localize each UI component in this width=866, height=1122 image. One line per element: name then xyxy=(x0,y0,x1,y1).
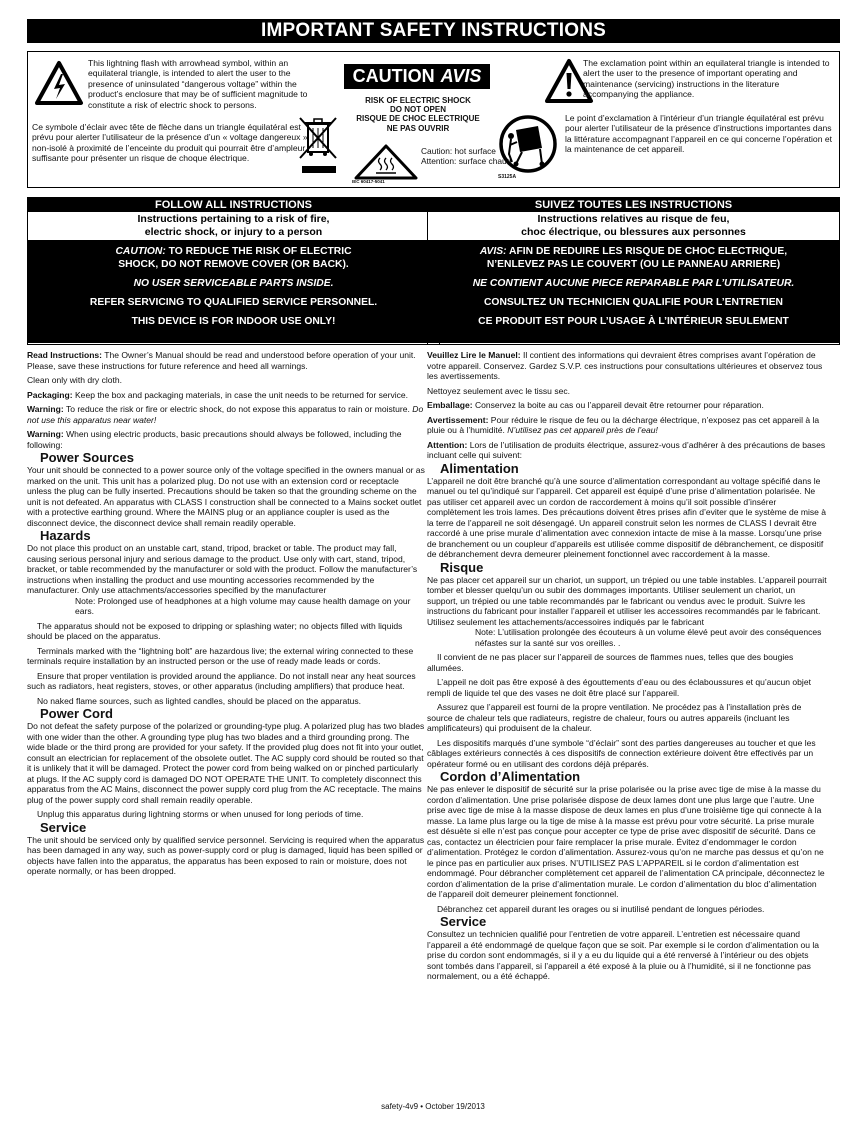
warning-precautions: Attention: Lors de l’utilisation de produits électrique, assurez-vous d’adhérer à des précautions de bases incluant celle qui suivent: xyxy=(427,439,826,460)
s-code-label: S3125A xyxy=(498,174,517,180)
warning-symbols-box xyxy=(27,51,840,188)
page-title: IMPORTANT SAFETY INSTRUCTIONS xyxy=(27,19,840,43)
box-heading: SUIVEZ TOUTES LES INSTRUCTIONS xyxy=(428,198,839,212)
instructions-box-en xyxy=(27,197,440,345)
section-text: Assurez que l’appareil est fourni de la propre ventilation. Ne procédez pas à l’installation près de source de chaleur tels que radiateurs, registre de chaleur, fours ou autres appareils (incluant les amplificateurs) qui produisent de la chaleur. xyxy=(427,702,802,733)
box-warning-text: CAUTION: TO REDUCE THE RISK OF ELECTRIC SHOCK, DO NOT REMOVE COVER (OR BACK). NO USER SERVICEABLE PARTS INSIDE. REFER SERVICING TO QUALIFIED SERVICE PERSONNEL. THIS DEVICE IS FOR INDOOR USE ONLY! xyxy=(28,240,439,343)
read-instructions: Veuillez Lire le Manuel: Il contient des informations qui devraient êtres comprises avant l’opération de votre appareil. Conservez. Gardez S.V.P. ces instructions pour consultations ultérieures et observez tous les avertissements. xyxy=(427,350,823,381)
exclamation-description-fr: Le point d’exclamation à l’intérieur d’un triangle équilatéral est prévu pour alerter l’utilisateur de la présence d’instructions importantes dans la littérature accompagnant l’appareil en ce qui concerne l’opération et la maintenance de cet appareil. xyxy=(565,113,833,155)
section-text: The apparatus should not be exposed to dripping or splashing water; no objects filled with liquids should be placed on the apparatus. xyxy=(27,620,403,641)
section-text: No naked flame sources, such as lighted candles, should be placed on the apparatus. xyxy=(37,695,362,706)
box-heading: FOLLOW ALL INSTRUCTIONS xyxy=(28,198,439,212)
section-heading: Service xyxy=(440,914,487,929)
warning-precautions: Warning: When using electric products, basic precautions should always be followed, including the following: xyxy=(27,429,402,450)
section-text: Do not place this product on an unstable cart, stand, tripod, bracket or table. The product may fall, causing serious personal injury and serious damage to the product. Use only with cart, stand, tripod, bracket, or table recommended by the manufacturer or sold with the product. Follow the manufacturer’s instructions when installing the product and use mounting accessories recommended by the manufacturer. Only use attachments/accessories specified by the manufacturer xyxy=(27,543,418,595)
caution-badge: CAUTION AVIS xyxy=(344,64,490,89)
warning-moisture: Warning: To reduce the risk or fire or electric shock, do not expose this apparatus to rain or moisture. Do not use this apparatus near water! xyxy=(27,404,424,425)
hot-surface-icon xyxy=(354,144,418,180)
section-text: Ne pas placer cet appareil sur un chariot, un support, un trépied ou une table instables. L’appareil pourrait tomber et blesser quelqu’un ou subir des dommages importants. Utiliser seulement un chariot, un support, un trépied ou une table recommandés par le fabricant ou vendus avec le produit. Suivre les instructions du fabricant pour installer l’appareil et utiliser les accessoires recommandés par le fabricant. Utilisez seulement les attachements/accessoires indiqués par le fabricant xyxy=(427,574,827,627)
cart-tipover-icon xyxy=(498,114,558,174)
page-footer: safety-4v9 • October 19/2013 xyxy=(381,1102,485,1111)
section-text: L’appeil ne doit pas être exposé à des égouttements d’eau ou des éclaboussures et qu’aucun objet rempli de liquide tel que des vases ne doit être placé sur l’appareil. xyxy=(427,677,811,698)
section-heading: Power Sources xyxy=(40,450,134,465)
section-heading: Power Cord xyxy=(40,706,113,721)
section-text: Your unit should be connected to a power source only of the voltage specified in the owners manual or as marked on the unit. This unit has a polarized plug. Do not use with an extension cord or receptacle unless the plug can be fully inserted. Precautions should be taken so that the grounding scheme on the unit is not defeated. An apparatus with CLASS I construction shall be connected to a Mains socket outlet with a protective earthing ground. Where the MAINS plug or an appliance coupler is used as the disconnect device, the disconnect device shall remain readily operable. xyxy=(27,465,425,528)
section-heading: Cordon d’Alimentation xyxy=(440,769,581,784)
instructions-box-fr xyxy=(427,197,840,345)
section-heading: Hazards xyxy=(40,528,91,543)
section-text: Terminals marked with the “lightning bolt” are hazardous live; the external wiring connected to these terminals require installation by an instructed person or the use of ready made leads or cords. xyxy=(27,645,414,666)
note-text: Note: Prolonged use of headphones at a high volume may cause health damage on your ears. xyxy=(75,595,411,616)
read-instructions: Read Instructions: The Owner’s Manual should be read and understood before operation of your unit. Please, save these instructions for future reference and heed all warnings. xyxy=(27,350,416,371)
box-warning-text: AVIS: AFIN DE REDUIRE LES RISQUE DE CHOC ELECTRIQUE, N’ENLEVEZ PAS LE COUVERT (OU LE PANNEAU ARRIERE) NE CONTIENT AUCUNE PIECE REPARABLE PAR L’UTILISATEUR. CONSULTEZ UN TECHNICIEN QUALIFIE POUR L’ENTRETIEN CE PRODUIT EST POUR L’USAGE À L’INTÉRIEUR SEULEMENT xyxy=(428,240,839,343)
section-text: Les dispositifs marqués d’une symbole “d’éclair” sont des parties dangereuses au toucher et que les câblages extérieurs connectés à ces dispositifs de connection extérieure doivent être effectivés par un opérateur formé ou en utilisant des cordons déjà préparés. xyxy=(427,737,816,769)
lightning-description-fr: Ce symbole d’éclair avec tête de flèche dans un triangle équilatéral est prévu pour alerter l’utilisateur de la présence d’un « voltage dangereux » non-isolé à proximité de l’enceinte du produit qui pourrait être d’ampleur suffisante pour présenter un risque de choque électrique. xyxy=(32,122,308,164)
section-text: Débranchez cet appareil durant les orages ou si inutilisé pendant de longues périodes. xyxy=(437,903,765,914)
packaging-instructions: Packaging: Keep the box and packaging materials, in case the unit needs to be returned for service. xyxy=(27,389,409,400)
risk-shock-text: RISK OF ELECTRIC SHOCK DO NOT OPEN RISQUE DE CHOC ELECTRIQUE NE PAS OUVRIR xyxy=(356,96,480,133)
section-heading: Service xyxy=(40,819,87,835)
box-subheading: Instructions relatives au risque de feu, choc électrique, ou blessures aux personnes xyxy=(428,212,839,240)
section-heading: Risque xyxy=(440,559,484,575)
iec-label: IEC 60417-5041 xyxy=(352,179,385,184)
section-text: The unit should be serviced only by qualified service personnel. Servicing is required when the apparatus has been damaged in any way, such as power-supply cord or plug is damaged, liquid has been spilled or objects have fallen into the apparatus, the apparatus has been exposed to rain or moisture, does not operate normally, or has been dropped. xyxy=(27,834,425,876)
packaging-instructions: Emballage: Conservez la boite au cas ou l’appareil devait être retourner pour réparation. xyxy=(427,400,764,410)
section-text: L’appareil ne doit être branché qu’à une source d’alimentation correspondant au voltage spécifié dans le manuel ou tel qu’indiqué sur l’appareil. Cet appareil est équipé d’une prise d’alimentation polarisée. Ne pas utiliser cet appareil avec un cordon de raccordement à moins qu’il soit possible d’insérer complètement les trois lames. Des précautions doivent êtres prises afin d’eviter que le système de mise à la terre de l’appareil ne soit désengagé. Un appareil construit selon les normes de CLASS I devrait être raccordé à une prise murale d’alimentation avec connexion intacte de mise à la masse. Lorsqu’une prise de branchement ou un coupleur d’appareils est utilisée comme dispositif de débranchement, ce dispositif de débranchement devra demeurer pleinement fonctionnel avec raccordement à la masse. xyxy=(427,475,827,559)
section-heading: Alimentation xyxy=(440,460,519,476)
section-text: Ensure that proper ventilation is provided around the appliance. Do not install near any heat sources such as radiators, heat registers, stoves, or other apparatus (including amplifiers) that produce heat. xyxy=(27,670,416,691)
section-text: Consultez un technicien qualifié pour l’entretien de votre appareil. L’entretien est nécessaire quand l’appareil a été endommagé de quelque façon que se soit. Par exemple si le cordon d’alimentation ou la prise du cordon sont endommagés, si il y a eu du liquide qui a été renversé à l’intérieur ou des objets sont tombés dans l’appareil, si l’appareil a été exposé à la pluie ou à l’humidité, si il ne fonctionne pas normalement, ou a été échappé. xyxy=(427,929,819,981)
clean-instructions: Nettoyez seulement avec le tissu sec. xyxy=(427,385,570,396)
french-column xyxy=(427,350,827,986)
hot-surface-text: Caution: hot surface Attention: surface chaud xyxy=(421,146,512,166)
box-subheading: Instructions pertaining to a risk of fire, electric shock, or injury to a person xyxy=(28,212,439,240)
note-text: Note: L’utilisation prolongée des écouteurs à un volume élevé peut avoir des conséquences néfastes sur la santé sur vos oreilles. . xyxy=(475,627,822,648)
section-text: Do not defeat the safety purpose of the polarized or grounding-type plug. A polarized plug has two blades with one wider than the other. A grounding type plug has two blades and a third grounding prong. The wide blade or the third prong are provided for your safety. If the provided plug does not fit into your outlet, consult an electrician for replacement of the obsolete outlet. The AC supply cord should be routed so that it is unlikely that it will be damaged. Protect the power cord from being walked on or pinched particularly at plugs. If the AC supply cord is damaged DO NOT OPERATE THE UNIT. To completely disconnect this apparatus from the AC Mains, disconnect the power supply cord plug from the AC receptacle. The mains plug of the power supply cord shall remain readily operable. xyxy=(27,721,425,805)
warning-moisture: Avertissement: Pour réduire le risque de feu ou la décharge électrique, n’exposez pas cet appareil à la pluie ou à l’humidité. N’utilisez pas cet appareil près de l’eau! xyxy=(427,414,820,435)
exclamation-description-en: The exclamation point within an equilateral triangle is intended to alert the user to the presence of important operating and maintenance (servicing) instructions in the literature accompanying the appliance. xyxy=(583,58,830,100)
clean-instructions: Clean only with dry cloth. xyxy=(27,375,123,385)
section-text: Il convient de ne pas placer sur l’appareil de sources de flammes nues, telles que des bougies allumées. xyxy=(427,652,794,673)
section-text: Ne pas enlever le dispositif de sécurité sur la prise polarisée ou la prise avec tige de mise à la masse du cordon d’alimentation. Une prise polarisée dispose de deux lames dont une plus large que l’autre. Une prise avec tige de mise à la masse dispose de deux lames en plus d’une troisième tige qui connecte à la masse. La lame plus large ou la tige de mise à la masse est prévu pour votre sécurité. La prise murale est désuète si elle n’est pas conçue pour accepter ce type de prise avec dispositif de sécurité. Dans ce cas, contactez un électricien pour faire remplacer la prise murale. Évitez d’endommager le cordon d’alimentation. Protégez le cordon d’alimentation. Assurez-vous qu’on ne marche pas dessus et qu’on ne le pince pas en particulier aux prises. N’UTILISEZ PAS L’APPAREIL si le cordon d’alimentation est endommagé. Pour débrancher complètement cet appareil de l’alimentation CA principale, déconnectez le cordon d’alimentation de la prise d’alimentation murale. Le cordon d’alimentation du bloc d’alimentation de l’appareil doit demeurer pleinement fonctionnel. xyxy=(427,784,825,899)
lightning-description-en: This lightning flash with arrowhead symbol, within an equilateral triangle, is intended to alert the user to the presence of uninsulated “dangerous voltage” within the product’s enclosure that may be of sufficient magnitude to constitute a risk of electric shock to persons. xyxy=(88,58,308,110)
english-column xyxy=(27,350,425,881)
section-text: Unplug this apparatus during lightning storms or when unused for long periods of time. xyxy=(37,809,364,819)
